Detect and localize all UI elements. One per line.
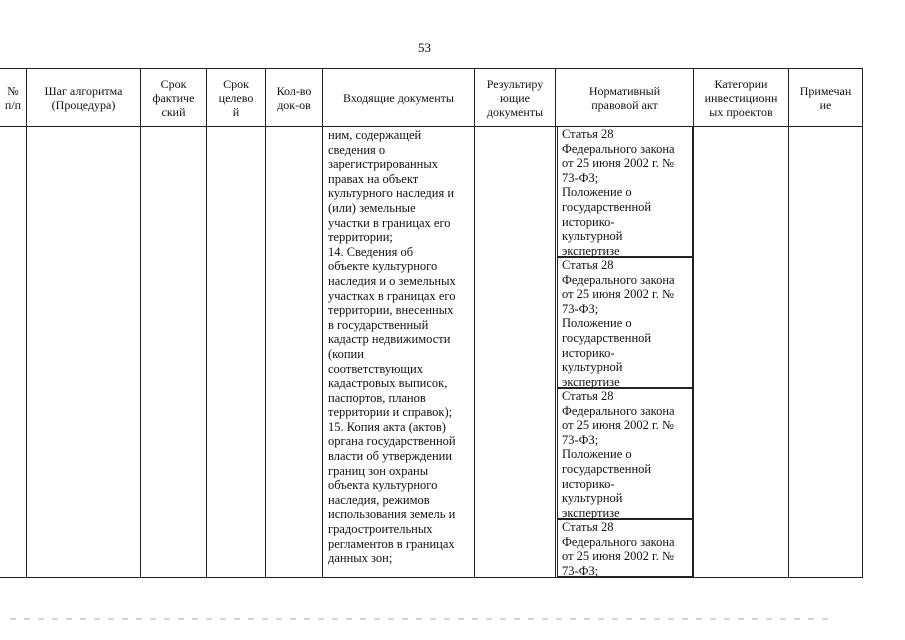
text-line: правах на объект bbox=[328, 171, 419, 186]
header-incoming-documents: Входящие документы bbox=[343, 90, 454, 105]
header-result-documents: Результиру ющие документы bbox=[486, 76, 544, 119]
text-line: от 25 июня 2002 г. № bbox=[562, 287, 674, 302]
regulatory-block bbox=[562, 389, 692, 520]
text-line: 14. Сведения об bbox=[328, 244, 414, 259]
text-line: территории; bbox=[328, 230, 393, 245]
text-line: (или) земельные bbox=[328, 200, 416, 215]
text-line: историко- bbox=[562, 345, 615, 360]
header-algorithm-step: Шаг алгоритма (Процедура) bbox=[44, 83, 123, 112]
regulatory-block bbox=[562, 258, 692, 389]
column-divider bbox=[140, 68, 141, 578]
text-line: ним, содержащей bbox=[328, 128, 422, 142]
text-line: 15. Копия акта (актов) bbox=[328, 419, 446, 434]
text-line: (копии bbox=[328, 346, 364, 361]
text-line: Положение о bbox=[562, 185, 632, 200]
text-line: от 25 июня 2002 г. № bbox=[562, 549, 674, 564]
header-number: № п/п bbox=[4, 83, 22, 112]
text-line: наследия и о земельных bbox=[328, 273, 456, 288]
text-line: границ зон охраны bbox=[328, 463, 429, 478]
text-line: экспертизе bbox=[562, 505, 620, 520]
header-actual-term: Срок фактиче ский bbox=[152, 76, 195, 119]
header-notes: Примечан ие bbox=[799, 83, 852, 112]
header-doc-count: Кол-во док-ов bbox=[276, 83, 312, 112]
column-divider bbox=[474, 68, 475, 578]
regulatory-block bbox=[562, 127, 692, 258]
text-line: Положение о bbox=[562, 447, 632, 462]
text-line: объекте культурного bbox=[328, 259, 438, 274]
text-line: кадастровых выписок, bbox=[328, 376, 448, 391]
text-line: данных зон; bbox=[328, 551, 393, 566]
header-bottom-border bbox=[0, 126, 862, 127]
text-line: в государственный bbox=[328, 317, 429, 332]
text-line: Федерального закона bbox=[562, 403, 675, 418]
text-line: Федерального закона bbox=[562, 534, 675, 549]
text-line: Статья 28 bbox=[562, 127, 614, 141]
text-line: историко- bbox=[562, 214, 615, 229]
table-bottom-border bbox=[0, 577, 862, 578]
text-line: участках в границах его bbox=[328, 288, 456, 303]
text-line: объекта культурного bbox=[328, 478, 438, 493]
column-divider bbox=[862, 68, 863, 578]
text-line: сведения о bbox=[328, 142, 386, 157]
incoming-documents-cell bbox=[328, 128, 474, 566]
text-line: государственной bbox=[562, 199, 652, 214]
text-line: органа государственной bbox=[328, 434, 456, 449]
text-line: зарегистрированных bbox=[328, 157, 439, 172]
text-line: Положение о bbox=[562, 316, 632, 331]
text-line: 73-ФЗ; bbox=[562, 563, 599, 578]
text-line: соответствующих bbox=[328, 361, 423, 376]
column-divider bbox=[555, 68, 556, 578]
column-divider bbox=[206, 68, 207, 578]
text-line: Статья 28 bbox=[562, 520, 614, 534]
text-line: территории и справок); bbox=[328, 405, 453, 420]
text-line: участки в границах его bbox=[328, 215, 451, 230]
text-line: власти об утверждении bbox=[328, 449, 453, 464]
text-line: культурной bbox=[562, 229, 623, 244]
text-line: от 25 июня 2002 г. № bbox=[562, 418, 674, 433]
text-line: Статья 28 bbox=[562, 389, 614, 403]
text-line: историко- bbox=[562, 476, 615, 491]
text-line: государственной bbox=[562, 330, 652, 345]
text-line: культурной bbox=[562, 491, 623, 506]
page-number: 53 bbox=[418, 40, 431, 55]
text-line: паспортов, планов bbox=[328, 390, 426, 405]
text-line: наследия, режимов bbox=[328, 492, 430, 507]
table-top-border bbox=[0, 68, 862, 69]
column-divider bbox=[788, 68, 789, 578]
text-line: государственной bbox=[562, 461, 652, 476]
text-line: Федерального закона bbox=[562, 272, 675, 287]
scan-artifact-line bbox=[10, 618, 830, 620]
header-target-term: Срок целево й bbox=[218, 76, 254, 119]
text-line: 73-ФЗ; bbox=[562, 432, 599, 447]
text-line: 73-ФЗ; bbox=[562, 170, 599, 185]
column-divider bbox=[26, 68, 27, 578]
header-investment-categories: Категории инвестиционн ых проектов bbox=[704, 76, 778, 119]
text-line: Статья 28 bbox=[562, 258, 614, 272]
text-line: градостроительных bbox=[328, 522, 433, 537]
regulatory-block bbox=[562, 520, 692, 578]
text-line: использования земель и bbox=[328, 507, 456, 522]
column-divider bbox=[322, 68, 323, 578]
text-line: от 25 июня 2002 г. № bbox=[562, 156, 674, 171]
column-divider bbox=[265, 68, 266, 578]
text-line: регламентов в границах bbox=[328, 536, 455, 551]
text-line: 73-ФЗ; bbox=[562, 301, 599, 316]
text-line: культурного наследия и bbox=[328, 186, 455, 201]
header-regulatory-act: Нормативный правовой акт bbox=[588, 83, 661, 112]
text-line: экспертизе bbox=[562, 374, 620, 389]
text-line: культурной bbox=[562, 360, 623, 375]
text-line: Федерального закона bbox=[562, 141, 675, 156]
column-divider bbox=[693, 68, 694, 578]
text-line: экспертизе bbox=[562, 243, 620, 258]
text-line: территории, внесенных bbox=[328, 303, 454, 318]
text-line: кадастр недвижимости bbox=[328, 332, 451, 347]
